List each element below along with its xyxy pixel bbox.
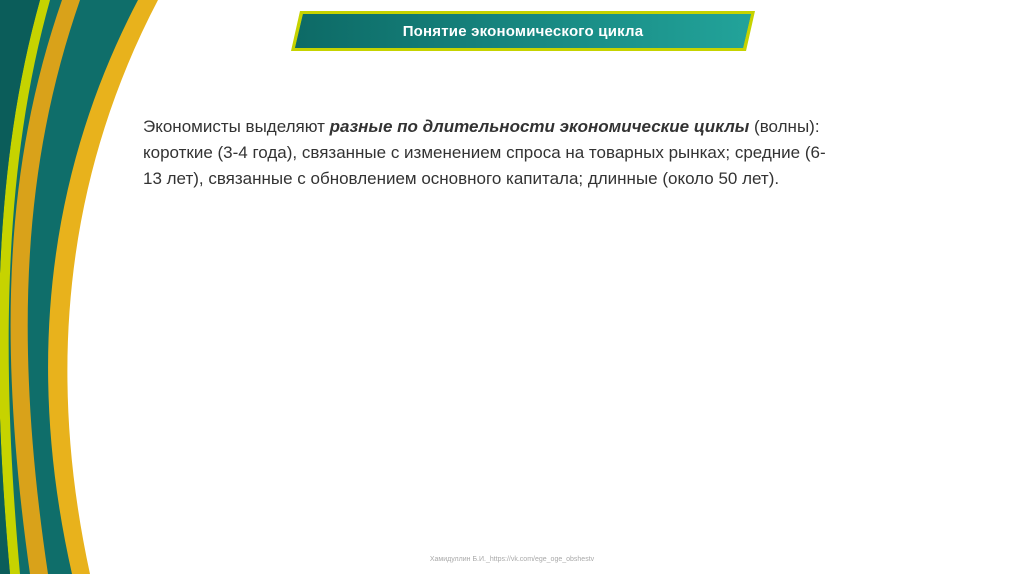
slide-title: Понятие экономического цикла (402, 22, 644, 40)
body-text-emphasis: разные по длительности экономические циклы (329, 117, 750, 136)
footer-credit: Хамидуллин Б.И._https://vk.com/ege_oge_obshestv (429, 556, 595, 563)
body-text-plain: Экономисты выделяют (143, 117, 330, 136)
body-text-continuation: (волны): короткие (3-4 года), связанные с изменением спроса на товарных рынках; средние (6-13 лет), связанные с обновлением основного капитала; длинные (около 50 лет). (143, 117, 826, 188)
body-paragraph (143, 114, 843, 192)
title-banner (290, 10, 756, 52)
